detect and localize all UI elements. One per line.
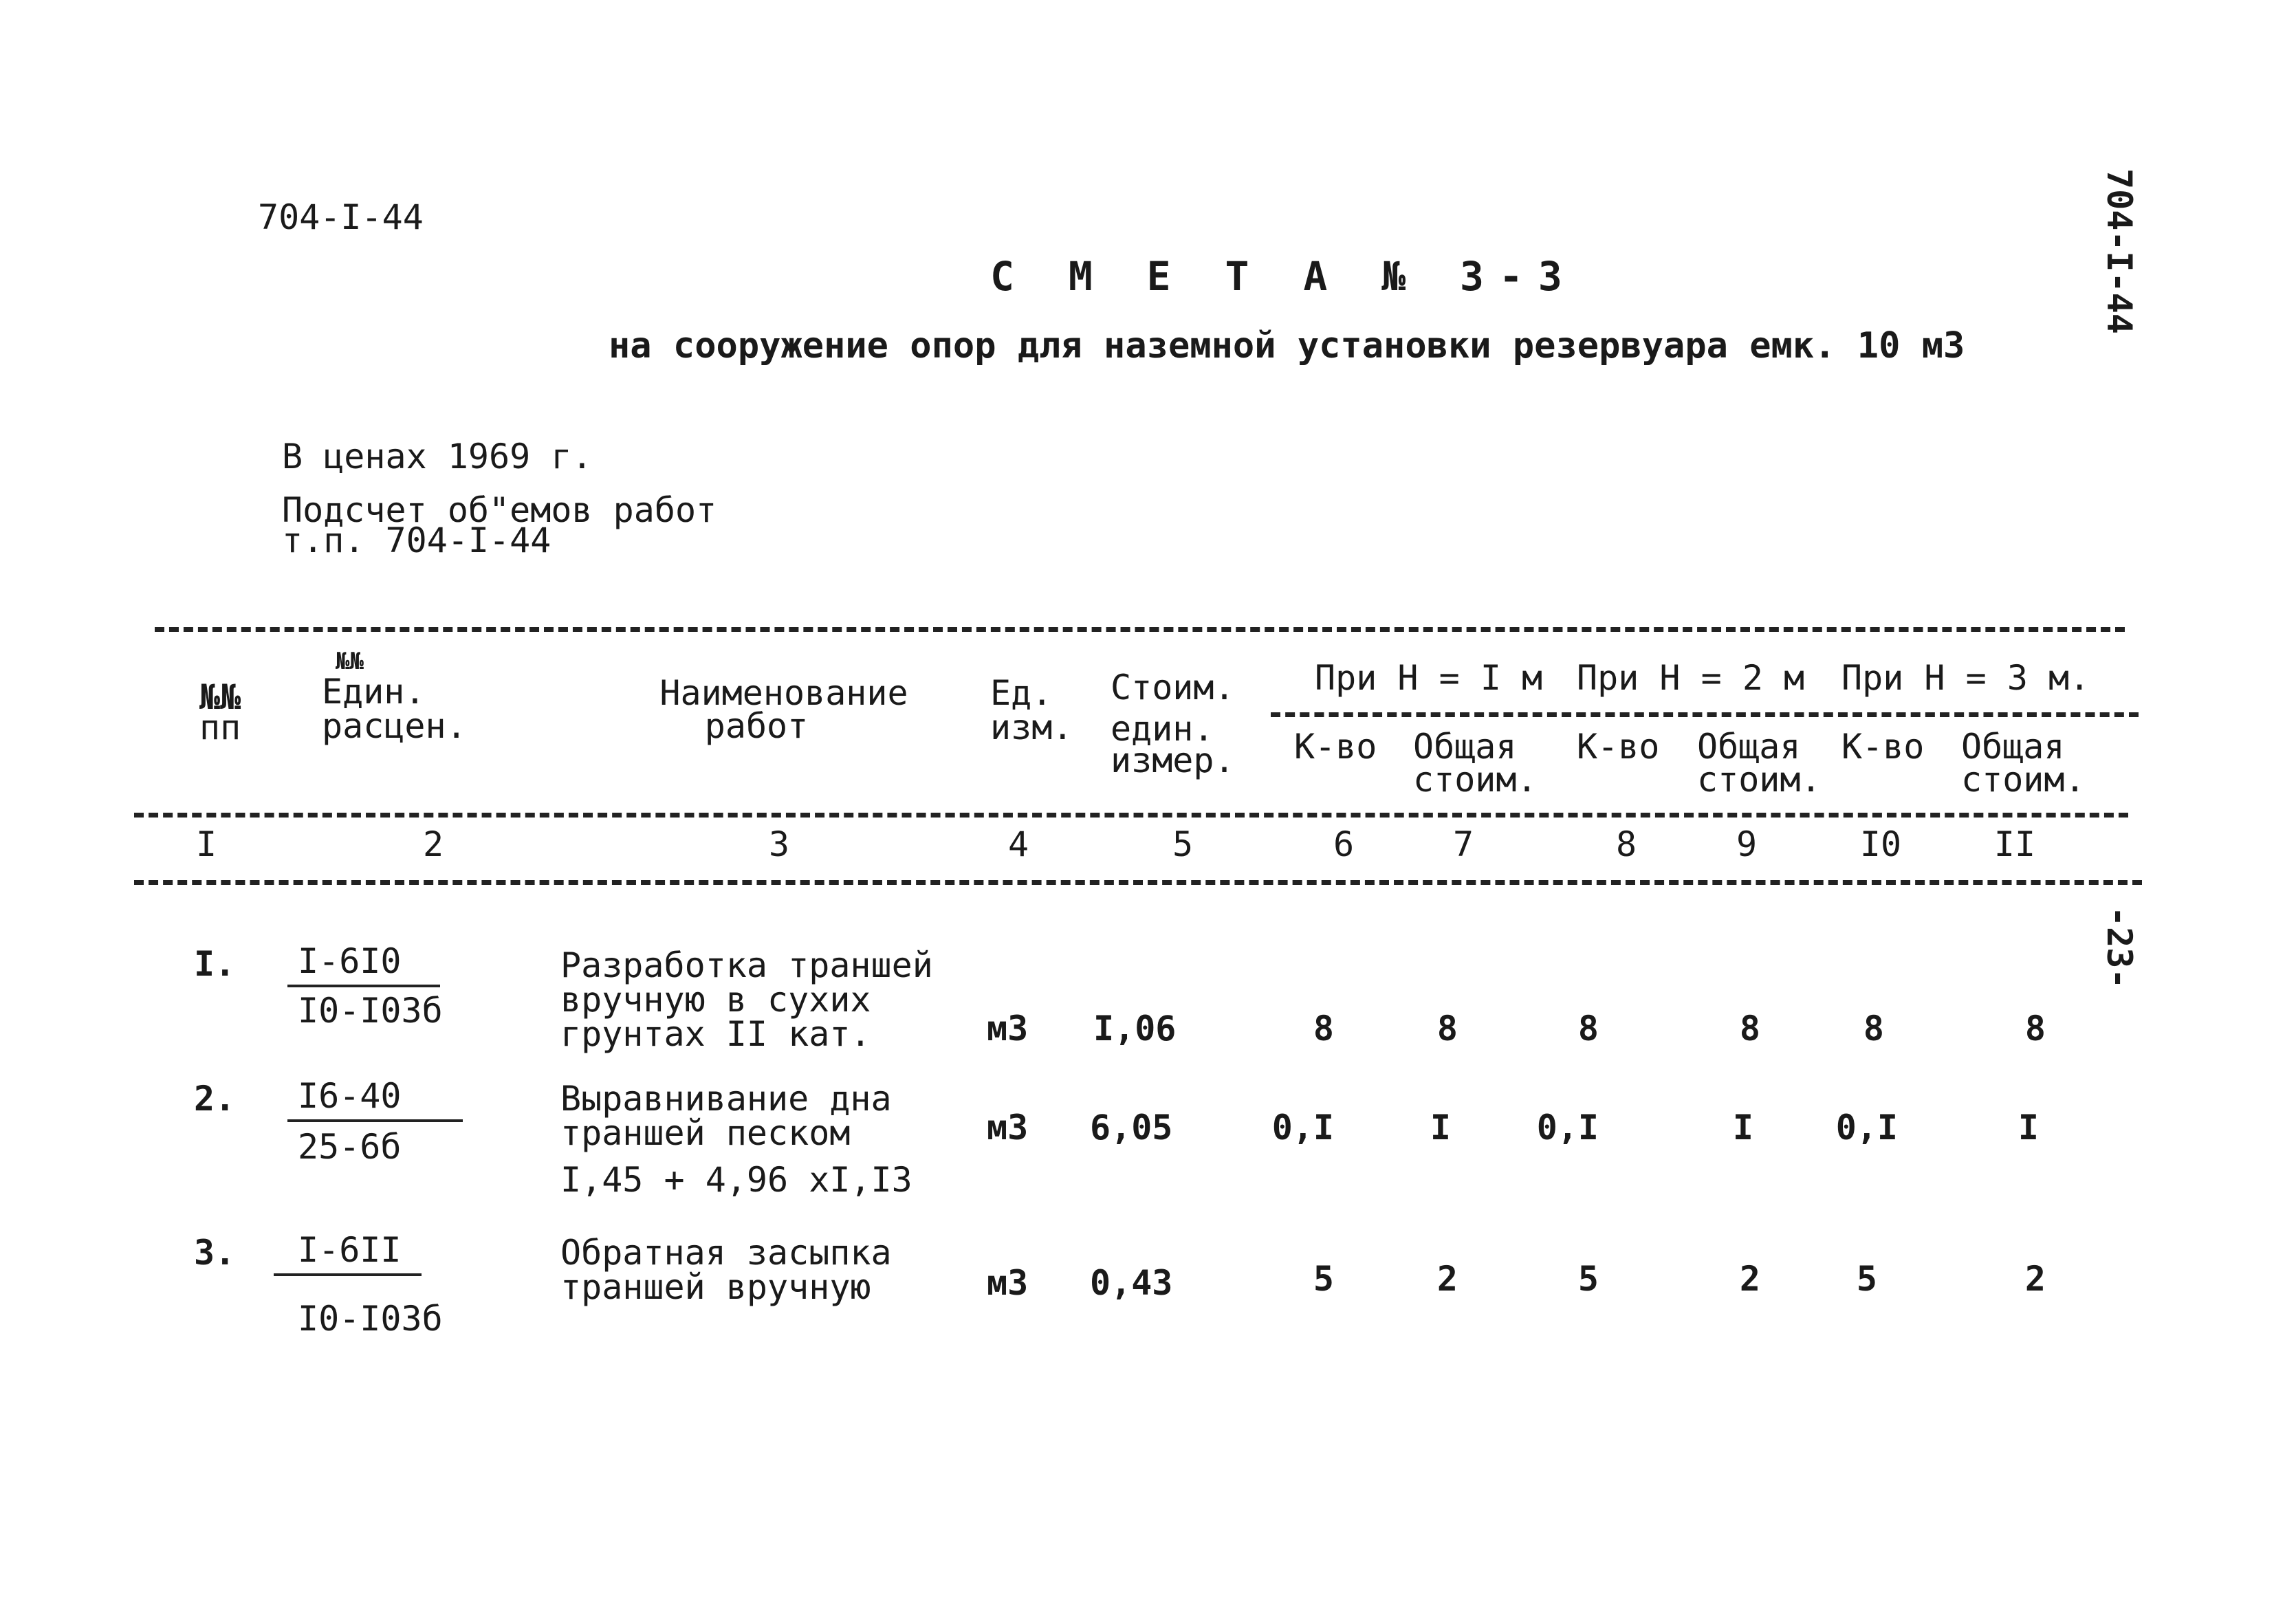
header-col2-line1: Един. [322, 672, 426, 712]
header-col2-line2: расцен. [322, 706, 467, 746]
table-top-rule [155, 627, 2125, 632]
side-code: 704-I-44 [2099, 168, 2139, 334]
qty-h1: 8 [1313, 1009, 1334, 1049]
header-group-h1: При Н = I м [1315, 658, 1543, 698]
header-col3-line2: работ [704, 706, 809, 746]
header-total-h3-line2: стоим. [1961, 760, 2086, 800]
header-total-h1-line2: стоим. [1413, 760, 1538, 800]
total-h3: I [2018, 1108, 2039, 1148]
column-numbers-rule [134, 880, 2142, 885]
rate-fraction-line [287, 1119, 463, 1122]
unit-price: 6,05 [1090, 1108, 1173, 1148]
row-number: 2. [194, 1079, 236, 1119]
count-note-line2: т.п. 704-I-44 [282, 520, 551, 560]
group-header-rule [1271, 712, 2139, 717]
unit-value: м3 [987, 1263, 1029, 1303]
qty-h3: 8 [1863, 1009, 1884, 1049]
rate-fraction-line [287, 985, 440, 987]
total-h3: 8 [2024, 1009, 2046, 1049]
rate-code-bottom: I0-I03б [298, 991, 443, 1031]
page-number: -23- [2099, 906, 2139, 989]
header-total-h1-line1: Общая [1413, 727, 1517, 767]
total-h1: 8 [1436, 1009, 1458, 1049]
rate-fraction-line [274, 1273, 422, 1276]
col-number: 8 [1615, 824, 1637, 864]
header-qty-h3: К-во [1841, 727, 1925, 767]
document-title: С М Е Т А № 3-3 [990, 253, 1577, 300]
col-number: 3 [768, 824, 790, 864]
header-bottom-rule [134, 813, 2128, 818]
qty-h2: 0,I [1536, 1108, 1599, 1148]
header-qty-h2: К-во [1577, 727, 1660, 767]
work-name-line: траншей вручную [560, 1267, 871, 1307]
col-number: 2 [422, 824, 444, 864]
col-number: 9 [1736, 824, 1758, 864]
prices-note: В ценах 1969 г. [282, 437, 593, 476]
header-col4-line2: изм. [990, 707, 1073, 747]
header-col1-line1: №№ [199, 677, 241, 717]
total-h3: 2 [2024, 1259, 2046, 1299]
qty-h1: 5 [1313, 1259, 1334, 1299]
qty-h3: 0,I [1835, 1108, 1898, 1148]
work-name-line: Обратная засыпка [560, 1233, 892, 1273]
header-col5-line1: Стоим. [1111, 668, 1235, 707]
header-group-h3: При Н = 3 м. [1841, 658, 2090, 698]
work-name-line: вручную в сухих [560, 980, 871, 1020]
header-col3-line1: Наименование [659, 673, 908, 713]
col-number: I0 [1859, 824, 1902, 864]
header-col1-line2: пп [199, 707, 241, 747]
work-name-line: грунтах II кат. [560, 1014, 871, 1054]
col-number: I [195, 824, 217, 864]
col-number: 6 [1333, 824, 1355, 864]
document-subtitle: на сооружение опор для наземной установки резервуара емк. 10 м3 [609, 325, 1965, 366]
rate-code-bottom: 25-6б [298, 1127, 402, 1167]
total-h2: 8 [1739, 1009, 1760, 1049]
total-h2: 2 [1739, 1259, 1760, 1299]
unit-price: 0,43 [1090, 1263, 1173, 1303]
unit-value: м3 [987, 1108, 1029, 1148]
qty-h2: 8 [1577, 1009, 1599, 1049]
header-total-h2-line2: стоим. [1697, 760, 1822, 800]
header-col4-line1: Ед. [990, 673, 1053, 713]
qty-h1: 0,I [1271, 1108, 1334, 1148]
work-name-line: Выравнивание дна [560, 1079, 892, 1119]
qty-h3: 5 [1856, 1259, 1877, 1299]
unit-value: м3 [987, 1009, 1029, 1049]
total-h1: 2 [1436, 1259, 1458, 1299]
col-number: 4 [1007, 824, 1029, 864]
header-total-h3-line1: Общая [1961, 727, 2065, 767]
header-group-h2: При Н = 2 м [1577, 658, 1805, 698]
col-number: II [1993, 824, 2036, 864]
quantity-formula: I,45 + 4,96 хI,I3 [560, 1160, 912, 1200]
col-number: 5 [1172, 824, 1194, 864]
total-h1: I [1430, 1108, 1451, 1148]
rate-code-top: I-6I0 [298, 941, 402, 981]
header-col5-line3: измер. [1111, 740, 1235, 780]
work-name-line: траншей песком [560, 1113, 851, 1153]
header-qty-h1: К-во [1294, 727, 1377, 767]
header-col2-top: №№ [336, 648, 364, 675]
document-code: 704-I-44 [258, 197, 424, 237]
header-total-h2-line1: Общая [1697, 727, 1801, 767]
rate-code-top: I-6II [298, 1230, 402, 1270]
row-number: I. [194, 944, 236, 984]
col-number: 7 [1452, 824, 1474, 864]
total-h2: I [1732, 1108, 1753, 1148]
count-note-line1: Подсчет об"емов работ [282, 490, 717, 530]
rate-code-top: I6-40 [298, 1076, 402, 1116]
rate-code-bottom: I0-I03б [298, 1299, 443, 1339]
header-col5-line2: един. [1111, 709, 1214, 749]
qty-h2: 5 [1577, 1259, 1599, 1299]
work-name-line: Разработка траншей [560, 945, 933, 985]
unit-price: I,06 [1093, 1009, 1177, 1049]
row-number: 3. [194, 1233, 236, 1273]
